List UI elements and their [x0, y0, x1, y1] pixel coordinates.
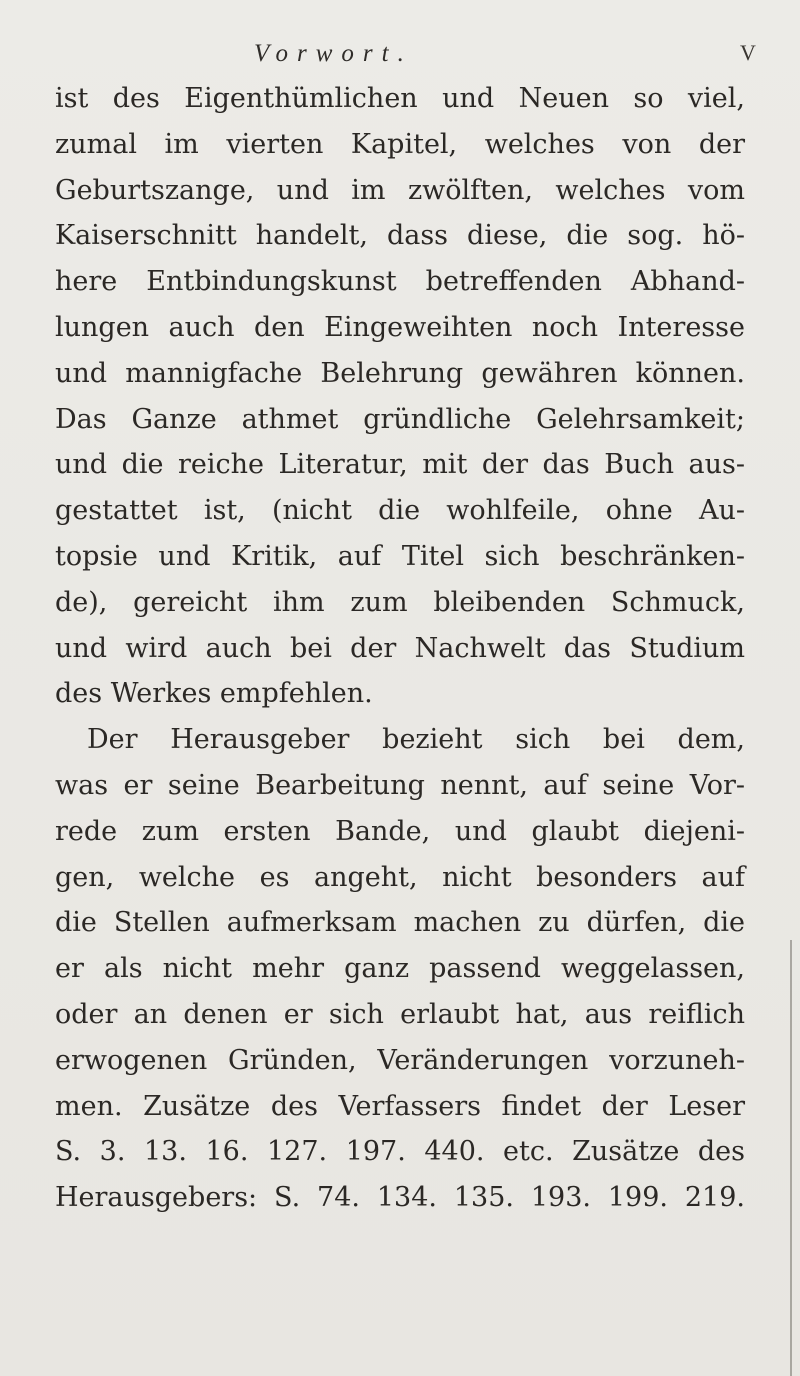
text-line: lungen auch den Eingeweihten noch Interesse	[55, 311, 745, 343]
text-line: rede zum ersten Bande, und glaubt diejeni-	[55, 815, 745, 847]
text-line: men. Zusätze des Verfassers findet der Leser	[55, 1090, 745, 1122]
text-line: S. 3. 13. 16. 127. 197. 440. etc. Zusätze des	[55, 1136, 745, 1168]
text-line: ist des Eigenthümlichen und Neuen so viel,	[55, 83, 745, 114]
text-line: oder an denen er sich erlaubt hat, aus reiflich	[55, 998, 745, 1030]
text-line: Der Herausgeber bezieht sich bei dem,	[87, 724, 745, 756]
text-line: gen, welche es angeht, nicht besonders auf	[55, 861, 745, 893]
text-line: Geburtszange, und im zwölften, welches vom	[55, 174, 745, 206]
text-line: erwogenen Gründen, Veränderungen vorzuneh-	[55, 1044, 745, 1076]
running-title: Vorwort.	[254, 40, 413, 67]
text-line: here Entbindungskunst betreffenden Abhand-	[55, 266, 745, 298]
text-line: Kaiserschnitt handelt, dass diese, die sog. hö-	[55, 220, 745, 252]
text-line: er als nicht mehr ganz passend weggelassen,	[55, 953, 745, 985]
text-line: gestattet ist, (nicht die wohlfeile, ohne Au-	[55, 495, 745, 527]
text-line: und die reiche Literatur, mit der das Buch aus-	[55, 449, 745, 481]
text-line: Das Ganze athmet gründliche Gelehrsamkeit;	[55, 403, 745, 435]
text-line: de), gereicht ihm zum bleibenden Schmuck,	[55, 586, 745, 618]
text-line: des Werkes empfehlen.	[55, 678, 373, 710]
text-line: und wird auch bei der Nachwelt das Studium	[55, 632, 745, 664]
text-line: die Stellen aufmerksam machen zu dürfen, die	[55, 907, 745, 939]
text-line: topsie und Kritik, auf Titel sich beschränken-	[55, 540, 745, 572]
text-line: zumal im vierten Kapitel, welches von der	[55, 128, 745, 160]
text-line: was er seine Bearbeitung nennt, auf seine Vor-	[55, 769, 745, 801]
page-header	[0, 34, 800, 74]
body-text	[55, 76, 745, 1221]
text-line: und mannigfache Belehrung gewähren können.	[55, 357, 745, 389]
text-line: Herausgebers: S. 74. 134. 135. 193. 199. 219.	[55, 1182, 745, 1214]
page-number: V	[740, 40, 756, 65]
page-edge-shadow	[790, 940, 792, 1376]
